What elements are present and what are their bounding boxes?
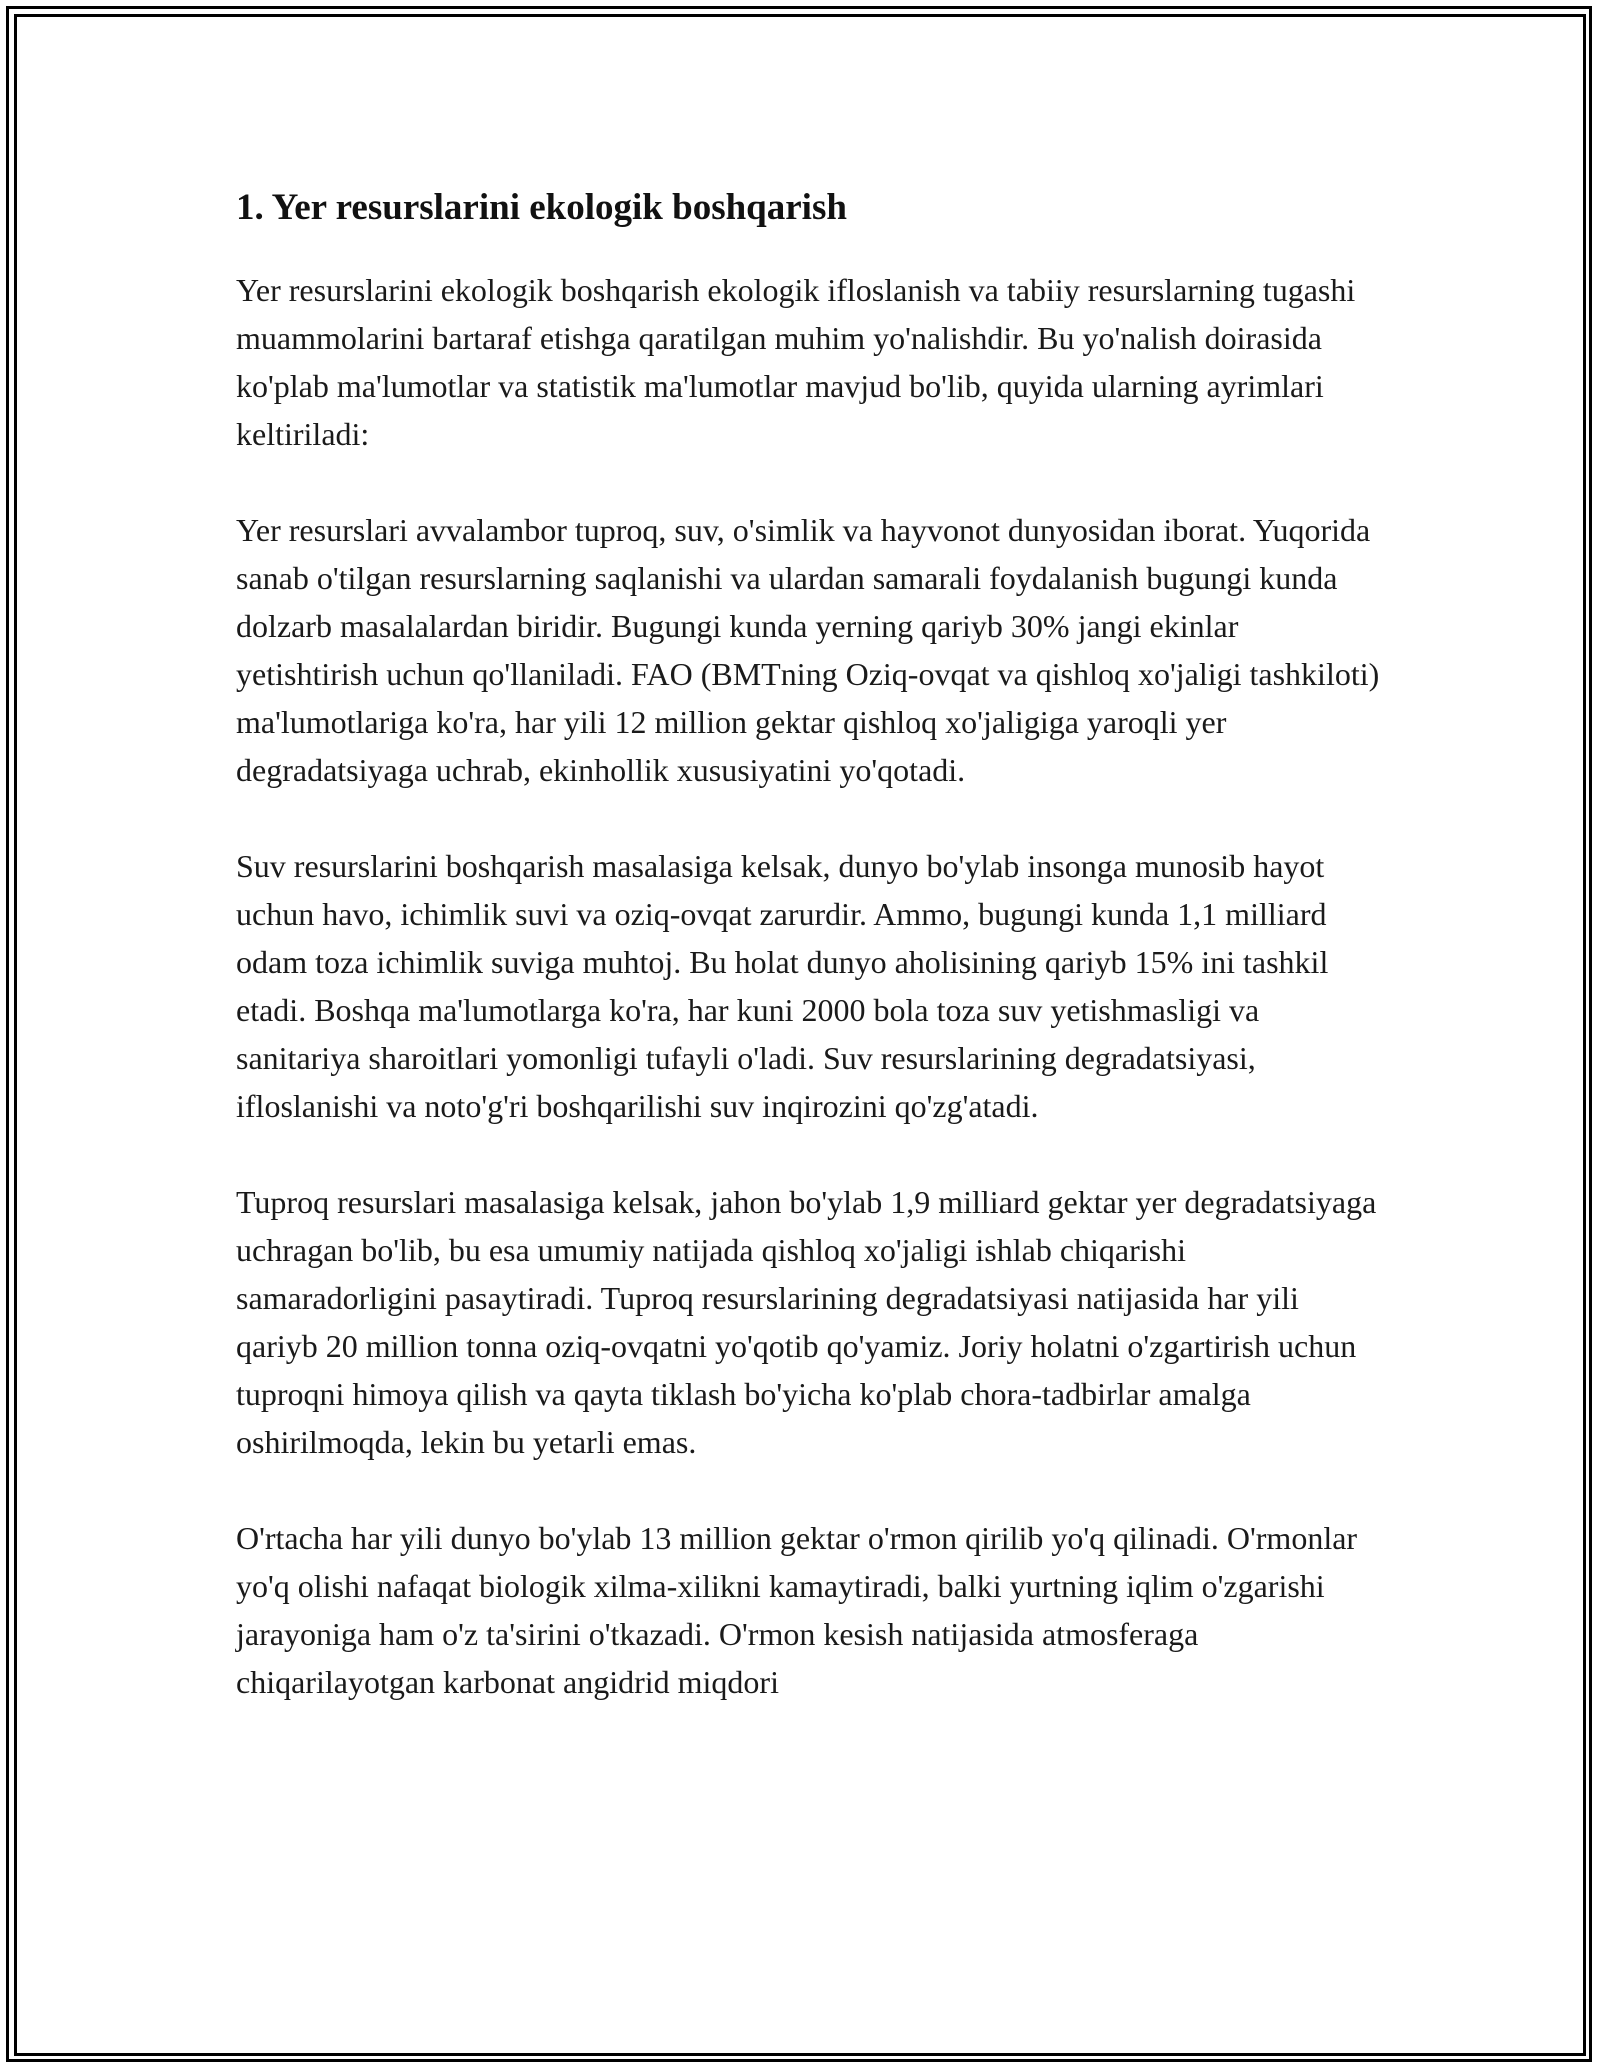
paragraph-intro: Yer resurslarini ekologik boshqarish ekologik ifloslanish va tabiiy resurslarning tugashi muammolarini bartaraf etishga qaratilgan muhim yo'nalishdir. Bu yo'nalish doirasida ko'plab ma'lumotlar va statistik ma'lumotlar mavjud bo'lib, quyida ularning ayrimlari keltiriladi: xyxy=(236,272,1356,453)
section-title: 1. Yer resurslarini ekologik boshqarish xyxy=(236,187,847,228)
paragraph-soil-resources: Tuproq resurslari masalasiga kelsak, jahon bo'ylab 1,9 milliard gektar yer degradatsiyaga uchragan bo'lib, bu esa umumiy natijada qishloq xo'jaligi ishlab chiqarishi samaradorligini pasaytiradi. Tuproq resurslarining degradatsiyasi natijasida har yili qariyb 20 million tonna oziq-ovqatni yo'qotib qo'yamiz. Joriy holatni o'zgartirish uchun tuproqni himoya qilish va qayta tiklash bo'yicha ko'plab chora-tadbirlar amalga oshirilmoqda, lekin bu yetarli emas. xyxy=(236,1184,1377,1461)
document-body xyxy=(236,186,1386,1754)
paragraph-water-resources: Suv resurslarini boshqarish masalasiga kelsak, dunyo bo'ylab insonga munosib hayot uchun havo, ichimlik suvi va oziq-ovqat zarurdir. Ammo, bugungi kunda 1,1 milliard odam toza ichimlik suviga muhtoj. Bu holat dunyo aholisining qariyb 15% ini tashkil etadi. Boshqa ma'lumotlarga ko'ra, har kuni 2000 bola toza suv yetishmasligi va sanitariya sharoitlari yomonligi tufayli o'ladi. Suv resurslarining degradatsiyasi, ifloslanishi va noto'g'ri boshqarilishi suv inqirozini qo'zg'atadi. xyxy=(236,848,1329,1125)
paragraph-land-resources: Yer resurslari avvalambor tuproq, suv, o'simlik va hayvonot dunyosidan iborat. Yuqorida sanab o'tilgan resurslarning saqlanishi va ulardan samarali foydalanish bugungi kunda dolzarb masalalardan biridir. Bugungi kunda yerning qariyb 30% jangi ekinlar yetishtirish uchun qo'llaniladi. FAO (BMTning Oziq-ovqat va qishloq xo'jaligi tashkiloti) ma'lumotlariga ko'ra, har yili 12 million gektar qishloq xo'jaligiga yaroqli yer degradatsiyaga uchrab, ekinhollik xususiyatini yo'qotadi. xyxy=(236,512,1380,789)
paragraph-forests: O'rtacha har yili dunyo bo'ylab 13 million gektar o'rmon qirilib yo'q qilinadi. O'rmonlar yo'q olishi nafaqat biologik xilma-xilikni kamaytiradi, balki yurtning iqlim o'zgarishi jarayoniga ham o'z ta'sirini o'tkazadi. O'rmon kesish natijasida atmosferaga chiqarilayotgan karbonat angidrid miqdori xyxy=(236,1520,1358,1701)
